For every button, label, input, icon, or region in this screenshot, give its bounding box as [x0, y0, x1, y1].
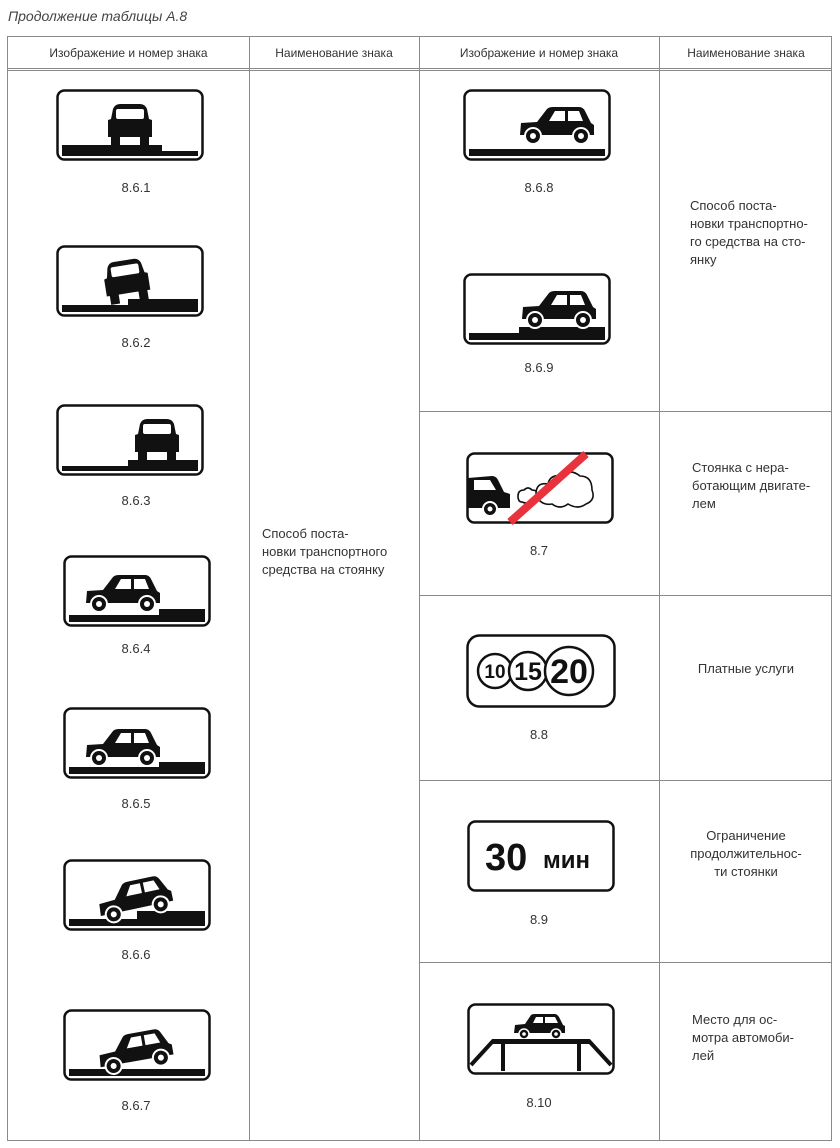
name-line: го средства на сто-: [690, 234, 806, 249]
sign-name-8-6-group: [262, 525, 410, 579]
sign-8-6-2-parking-half-on-sidewalk-icon: [56, 245, 204, 317]
time-limit-value: 30: [485, 837, 528, 879]
row-divider: [419, 962, 831, 963]
name-line: мотра автомоби-: [692, 1030, 795, 1045]
sign-8-6-1-parking-fully-on-sidewalk-icon: [56, 89, 204, 161]
header-image-number-left: Изображение и номер знака: [49, 46, 208, 60]
sign-8-6-9-parking-on-sidewalk-icon: [463, 273, 611, 345]
name-line: лем: [692, 496, 716, 511]
column-divider: [249, 37, 250, 1140]
sign-number-8-6-5: 8.6.5: [121, 796, 151, 811]
sign-number-8-7: 8.7: [529, 543, 549, 558]
name-line: Платные услуги: [697, 661, 795, 676]
header-name-left: Наименование знака: [275, 46, 393, 60]
sign-name-8-6-8: [690, 197, 812, 269]
row-divider: [419, 595, 831, 596]
sign-name-8-8: [659, 660, 833, 678]
sign-number-8-8: 8.8: [529, 727, 549, 742]
header-name-right: Наименование знака: [687, 46, 805, 60]
name-line: новки транспортного: [262, 544, 388, 559]
sign-8-10-inspection-place-icon: [467, 1003, 615, 1075]
name-line: янку: [690, 252, 717, 267]
name-line: Ограничение: [706, 828, 786, 843]
sign-number-8-6-9: 8.6.9: [524, 360, 554, 375]
sign-number-8-9: 8.9: [529, 912, 549, 927]
name-line: Стоянка с нера-: [692, 460, 789, 475]
sign-number-8-6-4: 8.6.4: [121, 641, 151, 656]
sign-name-8-9: [659, 827, 833, 881]
signs-table: [7, 36, 832, 1141]
sign-number-8-6-6: 8.6.6: [121, 947, 151, 962]
sign-8-8-paid-services-icon: [466, 634, 616, 708]
sign-number-8-6-3: 8.6.3: [121, 493, 151, 508]
sign-8-7-engine-off-parking-icon: [466, 452, 614, 524]
name-line: Способ поста-: [690, 198, 777, 213]
sign-number-8-6-7: 8.6.7: [121, 1098, 151, 1113]
sign-8-6-3-parking-on-edge-icon: [56, 404, 204, 476]
name-line: ти стоянки: [714, 864, 778, 879]
sign-number-8-6-1: 8.6.1: [121, 180, 151, 195]
time-limit-unit: мин: [543, 847, 591, 874]
sign-name-8-7: [692, 459, 812, 513]
fee-value-medium: 15: [514, 658, 542, 686]
sign-number-8-6-2: 8.6.2: [121, 335, 151, 350]
column-divider: [659, 37, 660, 1140]
name-line: Способ поста-: [262, 526, 349, 541]
fee-value-small: 10: [484, 662, 506, 683]
column-divider: [419, 37, 420, 1140]
sign-8-6-7-tilted-parking-icon: [63, 1009, 211, 1081]
sign-8-6-5-parallel-parking-half-sidewalk-icon: [63, 707, 211, 779]
sign-number-8-6-8: 8.6.8: [524, 180, 554, 195]
sign-8-9-parking-time-limit-icon: [467, 820, 615, 892]
sign-8-6-4-parallel-parking-on-sidewalk-icon: [63, 555, 211, 627]
sign-8-6-8-parking-on-sidewalk-edge-icon: [463, 89, 611, 161]
fee-value-large: 20: [550, 653, 588, 691]
table-continuation-caption: Продолжение таблицы А.8: [8, 8, 188, 24]
row-divider: [419, 780, 831, 781]
name-line: ботающим двигате-: [692, 478, 811, 493]
sign-number-8-10: 8.10: [526, 1095, 552, 1110]
name-line: новки транспортно-: [690, 216, 808, 231]
sign-8-6-6-tilted-parking-icon: [63, 859, 211, 931]
name-line: лей: [692, 1048, 715, 1063]
header-image-number-right: Изображение и номер знака: [459, 46, 619, 60]
name-line: Место для ос-: [692, 1012, 778, 1027]
name-line: средства на стоянку: [262, 562, 385, 577]
sign-name-8-10: [692, 1011, 808, 1065]
name-line: продолжительнос-: [690, 846, 802, 861]
row-divider: [419, 411, 831, 412]
